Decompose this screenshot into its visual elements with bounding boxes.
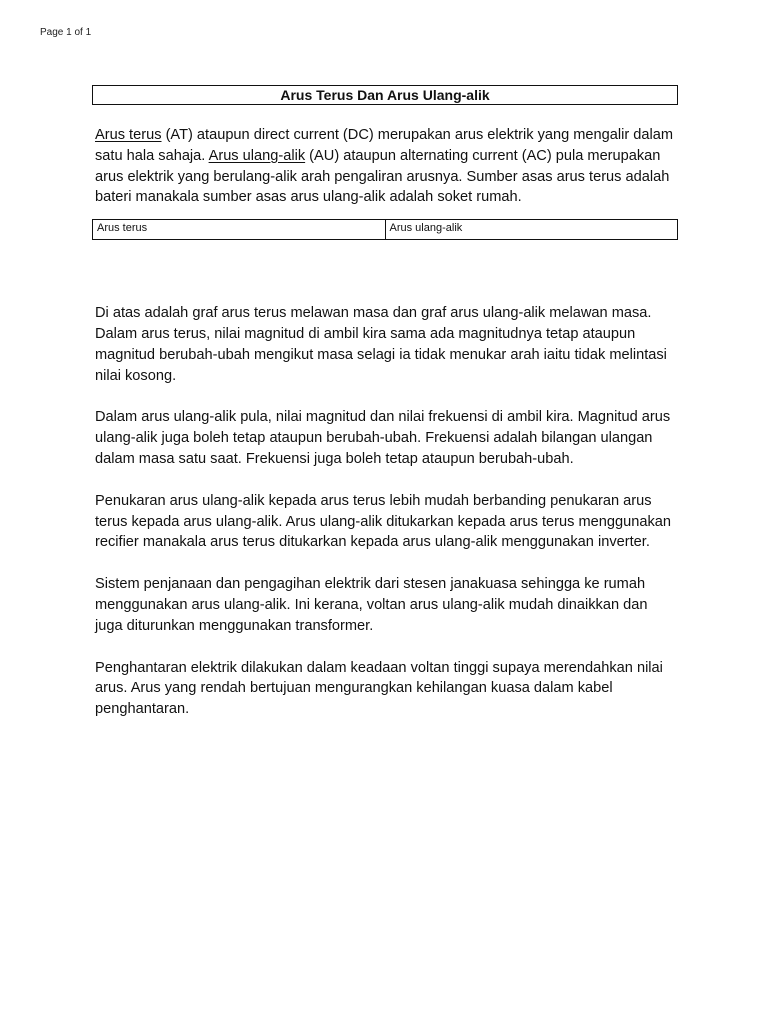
document-body [92,85,678,720]
term-ac: Arus ulang-alik [208,147,306,164]
intro-text-2: (AU) ataupun alternating current (AC) pula merupakan arus elektrik yang berulang-alik arah pengaliran arusnya. Sumber asas arus terus adalah bateri manakala sumber asas arus ulang-alik adalah soket rumah. [95,147,670,206]
comparison-table [92,219,678,240]
paragraph-ac-magnitude: Dalam arus ulang-alik pula, nilai magnitud dan nilai frekuensi di ambil kira. Magnitud arus ulang-alik juga boleh tetap ataupun berubah-ubah. Frekuensi adalah bilangan ulangan dalam masa satu saat. Frekuensi juga boleh tetap ataupun berubah-ubah. [95,409,671,467]
paragraph-conversion: Penukaran arus ulang-alik kepada arus terus lebih mudah berbanding penukaran arus terus kepada arus ulang-alik. Arus ulang-alik ditukarkan kepada arus terus menggunakan recifier manakala arus terus ditukarkan kepada arus ulang-alik menggunakan inverter. [95,492,671,551]
paragraph-graph-explanation: Di atas adalah graf arus terus melawan masa dan graf arus ulang-alik melawan masa. Dalam arus terus, nilai magnitud di ambil kira sama ada magnitudnya tetap ataupun magnitud berubah-ubah mengikut masa selagi ia tidak menukar arah iaitu tidak melintasi nilai kosong. [95,305,667,384]
page-number: Page 1 of 1 [40,27,92,38]
paragraph-distribution: Sistem penjanaan dan pengagihan elektrik dari stesen janakuasa sehingga ke rumah menggunakan arus ulang-alik. Ini kerana, voltan arus ulang-alik mudah dinaikkan dan juga diturunkan menggunakan transformer. [95,576,648,634]
intro-text-1: (AT) ataupun direct current (DC) merupakan arus elektrik yang mengalir dalam satu hala sahaja. [95,127,674,164]
table-cell-dc: Arus terus [93,220,386,240]
intro-paragraph [92,125,678,208]
table-row [93,220,678,240]
table-cell-ac: Arus ulang-alik [385,220,678,240]
term-dc: Arus terus [95,127,162,143]
document-title: Arus Terus Dan Arus Ulang-alik [92,85,678,105]
paragraph-transmission: Penghantaran elektrik dilakukan dalam keadaan voltan tinggi supaya merendahkan nilai arus. Arus yang rendah bertujuan mengurangkan kehilangan kuasa dalam kabel penghantaran. [95,659,663,718]
